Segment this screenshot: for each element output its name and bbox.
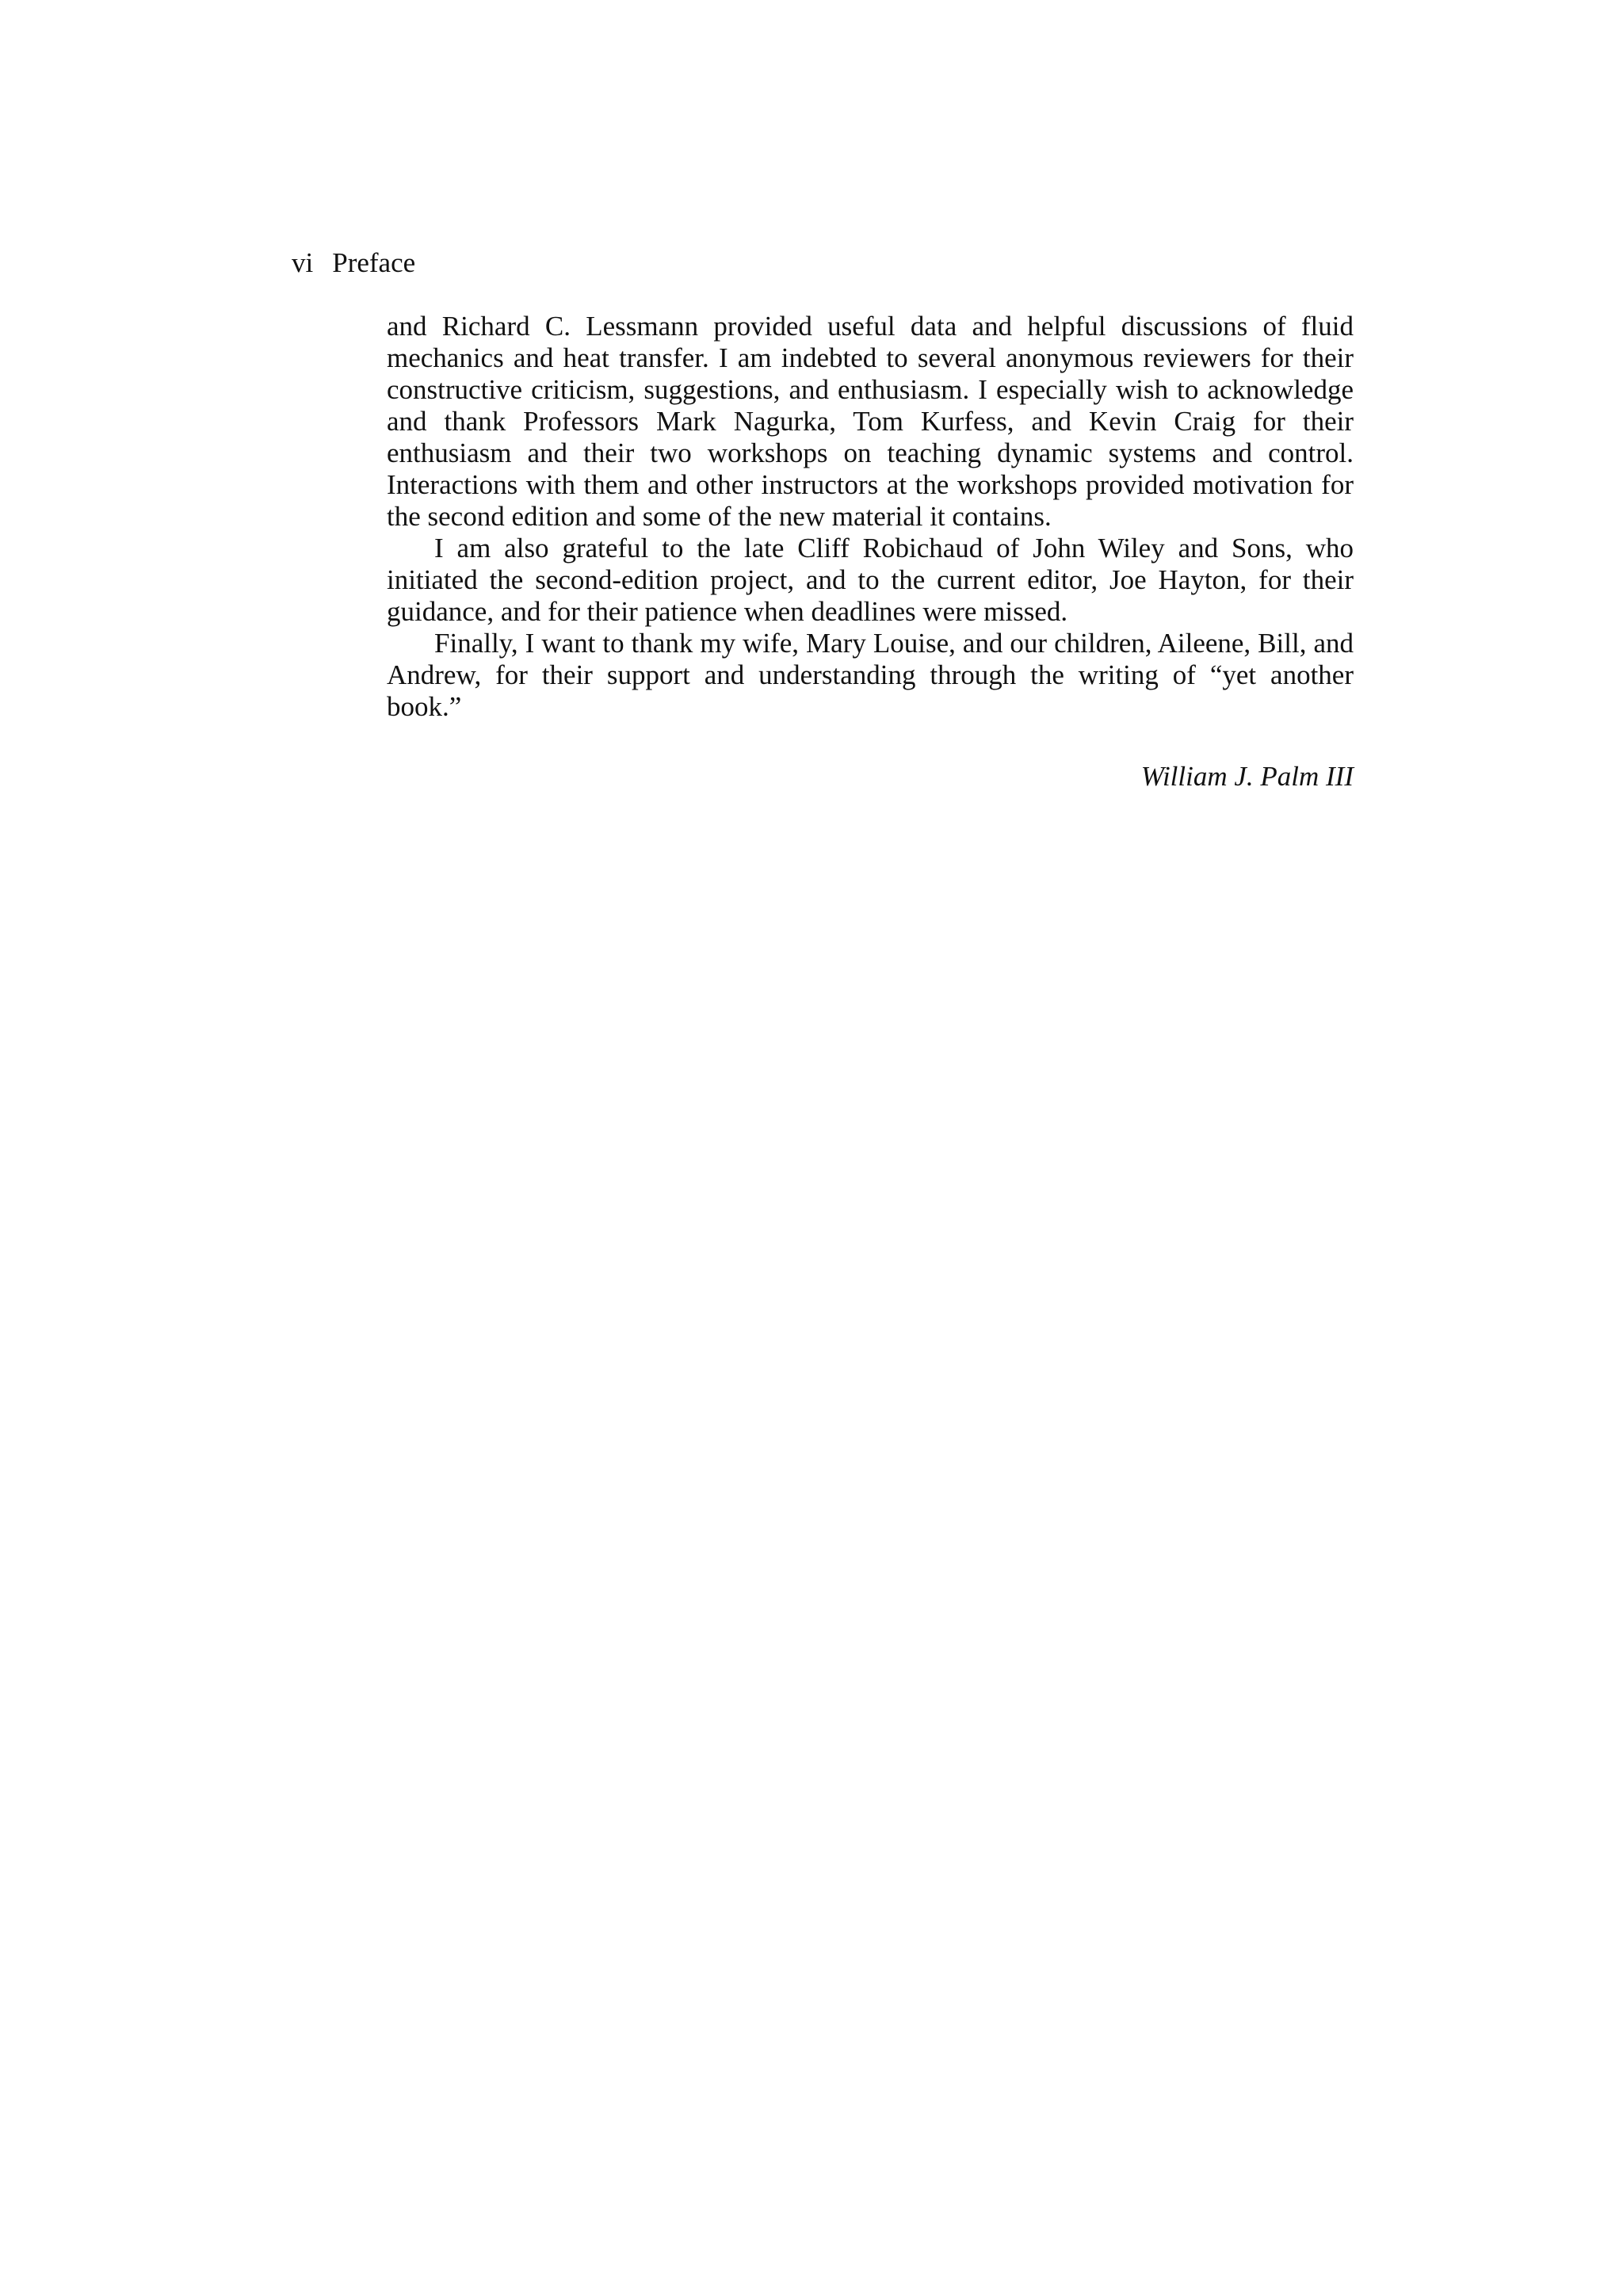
page-number: vi	[292, 247, 314, 278]
running-head	[292, 246, 415, 281]
paragraph-acknowledgment-editors: I am also grateful to the late Cliff Robichaud of John Wiley and Sons, who initiated the second-edition project, and to the current editor, Joe Hayton, for their guidance, and for their patience when deadlines were missed.	[387, 533, 1354, 627]
paragraph-continued: and Richard C. Lessmann provided useful data and helpful discussions of fluid mechanics and heat transfer. I am indebted to several anonymous reviewers for their constructive criticism, suggestions, and enthusiasm. I especially wish to acknowledge and thank Professors Mark Nagurka, Tom Kurfess, and Kevin Craig for their enthusiasm and their two workshops on teaching dynamic systems and control. Interactions with them and other instructors at the workshops provided motivation for the second edition and some of the new material it contains.	[387, 311, 1354, 532]
author-signature: William J. Palm III	[1140, 761, 1354, 792]
paragraph-acknowledgment-family: Finally, I want to thank my wife, Mary Louise, and our children, Aileene, Bill, and Andrew, for their support and understanding through the writing of “yet another book.”	[387, 628, 1354, 722]
section-title: Preface	[332, 247, 416, 278]
preface-body	[387, 311, 1354, 723]
